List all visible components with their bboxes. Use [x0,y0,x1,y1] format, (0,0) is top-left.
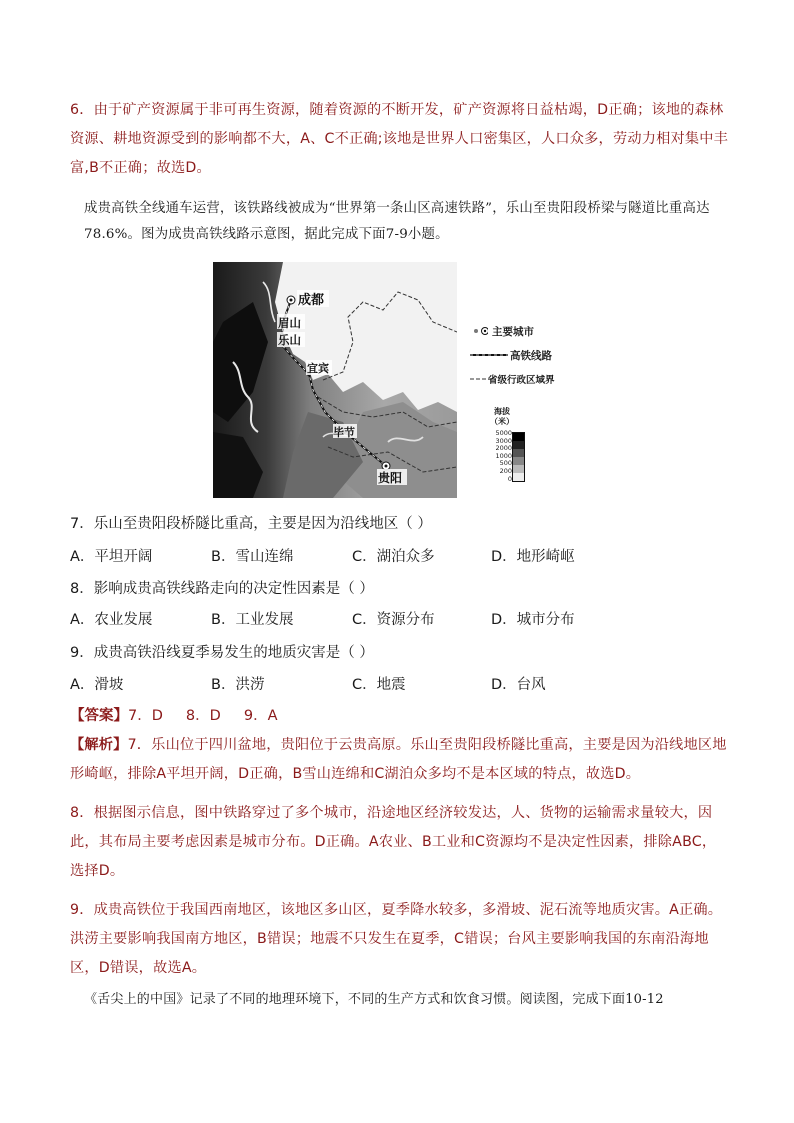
city-label-chengdu: 成都 [298,293,325,308]
answer-line [70,706,278,726]
elevation-scale-bar [512,432,525,482]
city-label-yibin: 宜宾 [307,362,329,375]
analysis-8: 8．根据图示信息，图中铁路穿过了多个城市，沿途地区经济较发达，人、货物的运输需求量较大，因此，其布局主要考虑因素是城市分布。D正确。A农业、B工业和C资源均不是决定性因素，排除ABC，选择D。 [70,805,717,879]
scale-value-label: 0 [507,474,512,483]
railway-legend-icon [470,348,510,362]
question-9: 9．成贵高铁沿线夏季易发生的地质灾害是（ ） [70,645,374,661]
map-legend [470,322,590,492]
q9-option-c[interactable]: C．地震 [352,677,406,693]
city-label-leshan: 乐山 [278,333,301,347]
q8-option-a[interactable]: A．农业发展 [70,612,153,628]
answer-text: 7．D 8．D 9．A [128,708,278,724]
analysis-9: 9．成贵高铁位于我国西南地区，该地区多山区，夏季降水较多，多滑坡、泥石流等地质灾害。A正确。洪涝主要影响我国南方地区，B错误；地震不只发生在夏季，C错误；台风主要影响我国的东南沿海地区，D错误，故选A。 [70,902,723,976]
city-marker-guiyang [382,462,390,470]
scale-labels [492,430,512,483]
scale-value-label: 200 [499,466,512,475]
q9-option-b[interactable]: B．洪涝 [211,677,265,693]
q7-option-d[interactable]: D．地形崎岖 [491,549,575,565]
q9-option-a[interactable]: A．滑坡 [70,677,124,693]
scale-value-label: 2000 [495,444,512,453]
analysis-7: 【解析】7．乐山位于四川盆地，贵阳位于云贵高原。乐山至贵阳段桥隧比重高，主要是因为沿线地区地形崎岖，排除A平坦开阔，D正确，B雪山连绵和C湖泊众多均不是本区域的特点，故选D。 [70,737,727,782]
city-label-bijie: 毕节 [333,426,355,439]
analysis-label: 【解析】 [70,737,128,753]
q7-option-c[interactable]: C．湖泊众多 [352,549,435,565]
q8-option-c[interactable]: C．资源分布 [352,612,435,628]
question-7: 7．乐山至贵阳段桥隧比重高，主要是因为沿线地区（ ） [70,516,432,532]
question-intro: 成贵高铁全线通车运营，该铁路线被成为“世界第一条山区高速铁路”，乐山至贵阳段桥梁与隧道比重高达78.6%。图为成贵高铁线路示意图，据此完成下面7-9小题。 [84,201,710,242]
q7-option-b[interactable]: B．雪山连绵 [211,549,294,565]
scale-value-label: 3000 [495,436,512,445]
city-label-guiyang: 贵阳 [378,471,403,485]
q8-option-b[interactable]: B．工业发展 [211,612,294,628]
next-question-intro: 《舌尖上的中国》记录了不同的地理环境下，不同的生产方式和饮食习惯。阅读图，完成下面10-12 [84,992,664,1007]
railway-map [213,262,457,498]
question-8: 8．影响成贵高铁线路走向的决定性因素是（ ） [70,581,374,597]
scale-title: 海拔 [494,407,510,416]
q8-option-d[interactable]: D．城市分布 [491,612,575,628]
analysis-6: 6．由于矿产资源属于非可再生资源，随着资源的不断开发，矿产资源将日益枯竭，D正确；该地的森林资源、耕地资源受到的影响都不大，A、C不正确;该地是世界人口密集区，人口众多，劳动力相对集中丰富,B不正确；故选D。 [70,102,729,176]
answer-label: 【答案】 [70,708,128,724]
scale-value-label: 5000 [495,429,512,437]
q9-option-d[interactable]: D．台风 [491,677,546,693]
scale-value-label: 1000 [495,451,512,460]
scale-value-label: 500 [499,459,512,468]
q7-option-a[interactable]: A．平坦开阔 [70,549,153,565]
legend-railway-label: 高铁线路 [510,350,552,362]
city-legend-icon [470,324,488,338]
city-marker-chengdu [287,296,295,304]
legend-city-label: 主要城市 [492,326,534,338]
legend-border-label: 省级行政区域界 [488,375,555,386]
city-label-meishan: 眉山 [278,316,301,330]
scale-unit: （米） [490,417,514,426]
